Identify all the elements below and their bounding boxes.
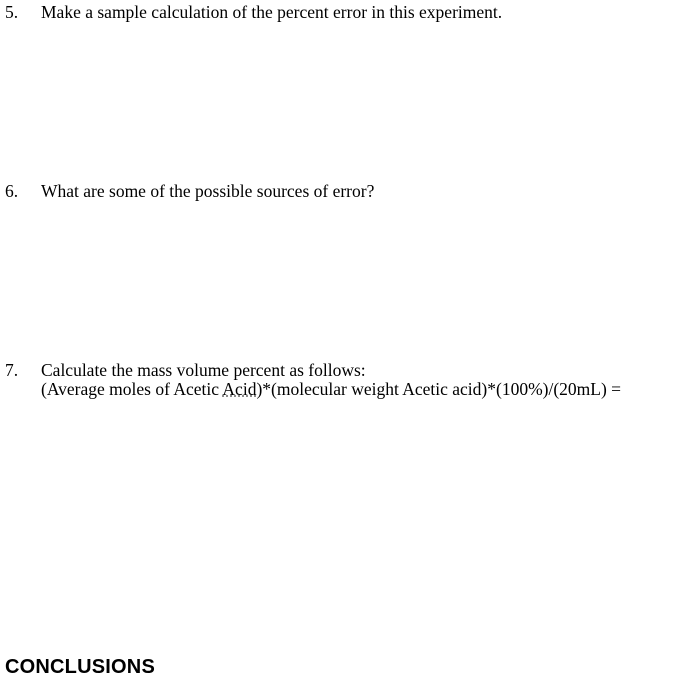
- question-5-number: 5.: [5, 2, 19, 22]
- question-7-body: [41, 361, 621, 399]
- question-7-line-1: Calculate the mass volume percent as follows:: [41, 360, 366, 380]
- question-7-number: 7.: [5, 360, 19, 380]
- question-5-text: Make a sample calculation of the percent error in this experiment.: [41, 2, 503, 22]
- question-7-formula: [41, 380, 621, 399]
- conclusions-heading: CONCLUSIONS: [5, 656, 155, 678]
- formula-end: *(molecular weight Acetic acid)*(100%)/(20mL) =: [262, 379, 622, 399]
- formula-underlined-term: Acid): [222, 379, 263, 399]
- question-6-text: What are some of the possible sources of error?: [41, 181, 375, 201]
- formula-start: (Average moles of Acetic: [41, 379, 223, 399]
- question-6-number: 6.: [5, 181, 19, 201]
